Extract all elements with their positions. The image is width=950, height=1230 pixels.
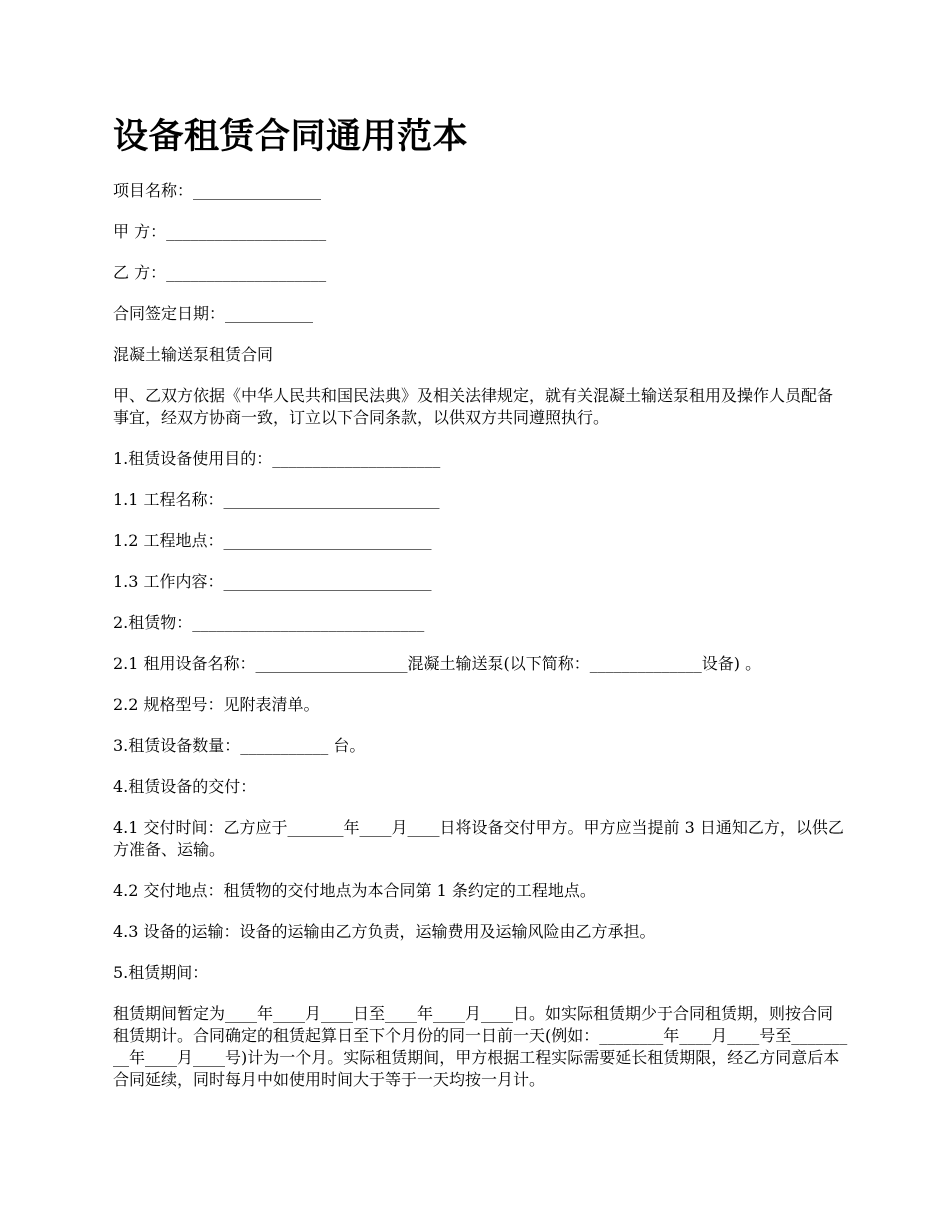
- document-title: 设备租赁合同通用范本: [113, 117, 469, 157]
- lease-period-paragraph: 租赁期间暂定为____年____月____日至____年____月____日。如实际租赁期少于合同租赁期，则按合同租赁期计。合同确定的租赁起算日至下个月份的同一日前一天(例如：________年____月____号至_________年____月____号)计为一个月。实际租赁期间，甲方根据工程实际需要延长租赁期限，经乙方同意后本合同延续，同时每月中如使用时间大于等于一天均按一月计。: [113, 1004, 848, 1089]
- clause-3: 3.租赁设备数量：___________ 台。: [113, 736, 366, 755]
- project-name-line: 项目名称：________________: [113, 181, 322, 200]
- clause-1: 1.租赁设备使用目的：_____________________: [113, 449, 441, 468]
- clause-5: 5.租赁期间：: [113, 963, 209, 982]
- clause-4-3: 4.3 设备的运输：设备的运输由乙方负责，运输费用及运输风险由乙方承担。: [113, 922, 656, 941]
- clause-4: 4.租赁设备的交付：: [113, 777, 257, 796]
- party-a-line: 甲 方：____________________: [113, 222, 327, 241]
- clause-1-1: 1.1 工程名称：___________________________: [113, 490, 440, 509]
- clause-4-2: 4.2 交付地点：租赁物的交付地点为本合同第 1 条约定的工程地点。: [113, 881, 596, 900]
- clause-4-1: 4.1 交付时间：乙方应于_______年____月____日将设备交付甲方。甲方应当提前 3 日通知乙方，以供乙方准备、运输。: [113, 818, 844, 859]
- clause-2: 2.租赁物：_____________________________: [113, 613, 425, 632]
- clause-2-1: 2.1 租用设备名称：___________________混凝土输送泵(以下简称：______________设备) 。: [113, 654, 762, 673]
- contract-subtitle: 混凝土输送泵租赁合同: [113, 345, 274, 364]
- document-page: [113, 112, 848, 1110]
- signing-date-line: 合同签定日期：___________: [113, 304, 314, 323]
- preamble-paragraph: 甲、乙双方依据《中华人民共和国民法典》及相关法律规定，就有关混凝土输送泵租用及操作人员配备事宜，经双方协商一致，订立以下合同条款，以供双方共同遵照执行。: [113, 386, 834, 427]
- clause-1-3: 1.3 工作内容：__________________________: [113, 572, 432, 591]
- party-b-line: 乙 方：____________________: [113, 263, 327, 282]
- clause-1-2: 1.2 工程地点：__________________________: [113, 531, 432, 550]
- clause-2-2: 2.2 规格型号：见附表清单。: [113, 695, 320, 714]
